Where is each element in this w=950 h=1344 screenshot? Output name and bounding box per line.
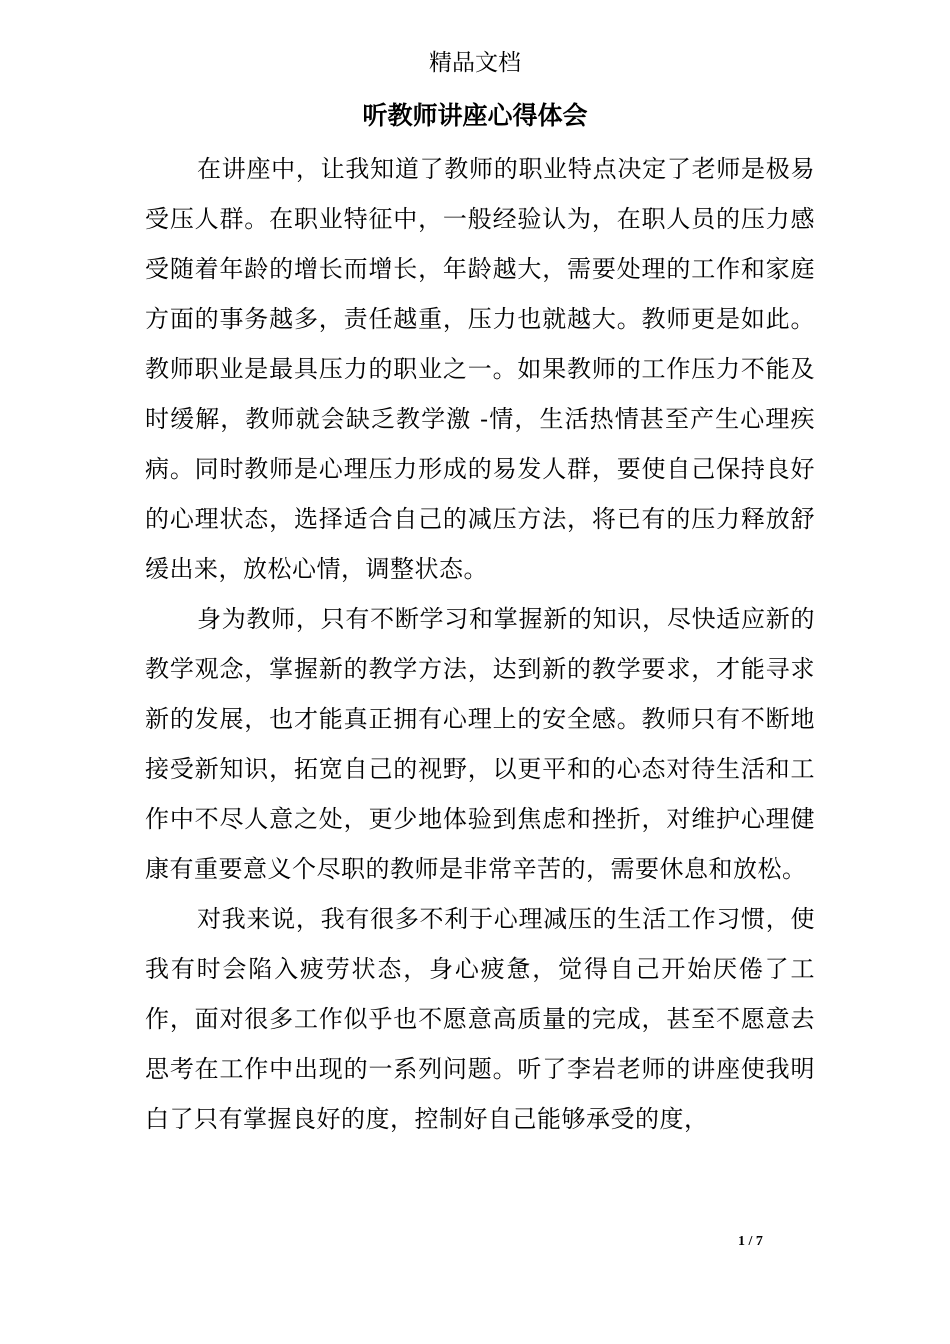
header-label: 精品文档	[429, 50, 521, 76]
paragraph: 对我来说，我有很多不利于心理减压的生活工作习惯，使我有时会陷入疲劳状态，身心疲惫，觉得自己开始厌倦了工作，面对很多工作似乎也不愿意高质量的完成，甚至不愿意去思考在工作中出现的一系列问题。听了李岩老师的讲座使我明白了只有掌握良好的度，控制好自己能够承受的度，	[145, 905, 815, 1133]
paragraph: 身为教师，只有不断学习和掌握新的知识，尽快适应新的教学观念，掌握新的教学方法，达到新的教学要求，才能寻求新的发展，也才能真正拥有心理上的安全感。教师只有不断地接受新知识，拓宽自己的视野，以更平和的心态对待生活和工作中不尽人意之处，更少地体验到焦虑和挫折，对维护心理健康有重要意义个尽职的教师是非常辛苦的，需要休息和放松。	[145, 605, 815, 883]
page-number: 1 / 7	[738, 1234, 763, 1249]
paragraph: 在讲座中，让我知道了教师的职业特点决定了老师是极易受压人群。在职业特征中，一般经验认为，在职人员的压力感受随着年龄的增长而增长，年龄越大，需要处理的工作和家庭方面的事务越多，责任越重，压力也就越大。教师更是如此。教师职业是最具压力的职业之一。如果教师的工作压力不能及时缓解，教师就会缺乏教学激 -情，生活热情甚至产生心理疾病。同时教师是心理压力形成的易发人群，要使自己保持良好的心理状态，选择适合自己的减压方法，将已有的压力释放舒缓出来，放松心情，调整状态。	[145, 155, 815, 583]
document-title: 听教师讲座心得体会	[362, 101, 588, 130]
document-body	[145, 144, 815, 1144]
